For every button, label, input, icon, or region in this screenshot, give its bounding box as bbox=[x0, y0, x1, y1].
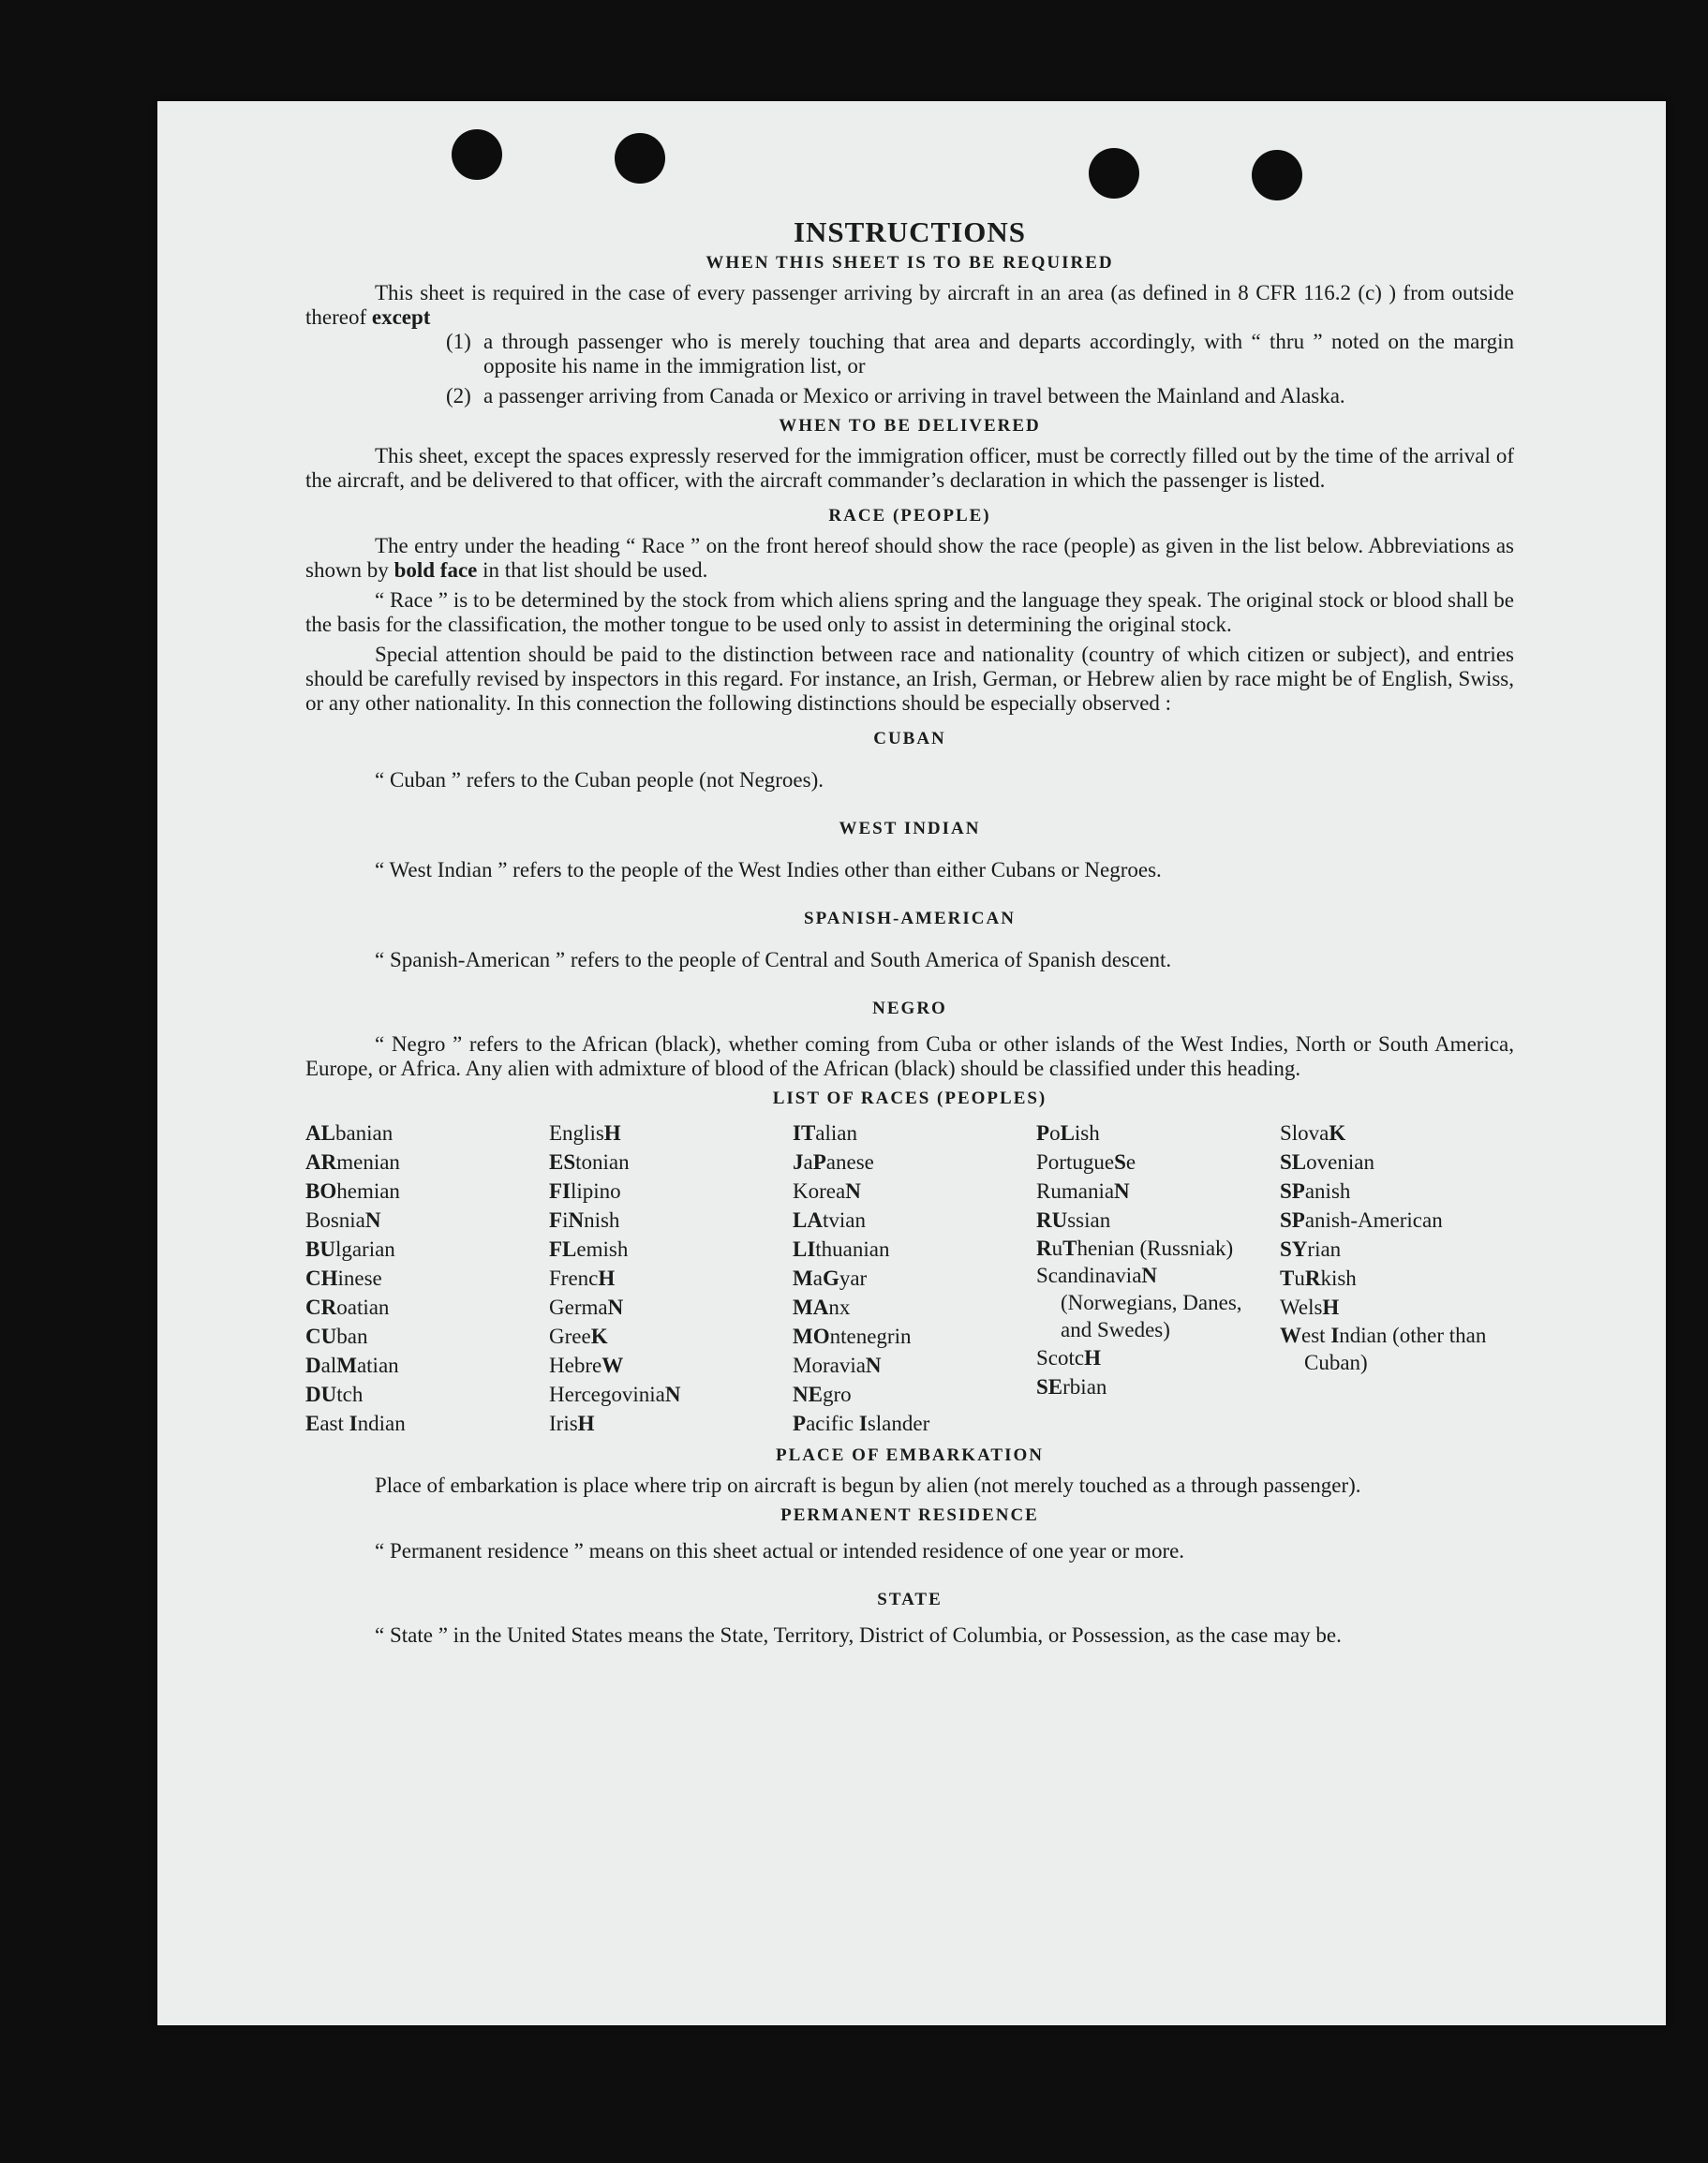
races-column bbox=[793, 1119, 1027, 1438]
race-paragraph-3: Special attention should be paid to the distinction between race and nationality (country of which citizen or subject), and entries should be carefully revised by inspectors in this regard. For instance, an Irish, German, or Hebrew alien by race might be of English, Swiss, or any other nationality. In this connection the following distinctions should be especially observed : bbox=[305, 643, 1514, 715]
west-indian-text: “ West Indian ” refers to the people of the West Indies other than either Cubans or Negroes. bbox=[375, 858, 1162, 881]
section-heading-cuban: CUBAN bbox=[873, 729, 946, 748]
delivered-text: This sheet, except the spaces expressly reserved for the immigration officer, must be correctly filled out by the time of the arrival of the aircraft, and be delivered to that officer, with the aircraft commander’s declaration in which the passenger is listed. bbox=[305, 444, 1514, 492]
race-entry: HercegoviniaN bbox=[549, 1383, 681, 1406]
race-entry: LIthuanian bbox=[793, 1237, 890, 1261]
race-entry: HebreW bbox=[549, 1354, 624, 1377]
race-entry: FrencH bbox=[549, 1267, 616, 1290]
race-entry: FiNnish bbox=[549, 1208, 620, 1232]
race-entry: Pacific Islander bbox=[793, 1412, 930, 1435]
punch-hole bbox=[615, 133, 665, 184]
races-list bbox=[305, 1119, 1514, 1438]
race-entry: LAtvian bbox=[793, 1208, 866, 1232]
negro-text: “ Negro ” refers to the African (black), whether coming from Cuba or other islands of the West Indies, North or South America, Europe, or Africa. Any alien with admixture of blood of the African (black) should be classified under this heading. bbox=[305, 1032, 1514, 1080]
required-intro: This sheet is required in the case of every passenger arriving by aircraft in an area (as defined in 8 CFR 116.2 (c) ) from outside thereof except bbox=[305, 281, 1514, 329]
section-heading-spanish-american: SPANISH-AMERICAN bbox=[804, 909, 1016, 928]
cuban-text: “ Cuban ” refers to the Cuban people (not Negroes). bbox=[375, 768, 824, 792]
race-entry: FLemish bbox=[549, 1237, 629, 1261]
race-entry: KoreaN bbox=[793, 1179, 861, 1203]
exception-item: (1) a through passenger who is merely touching that area and departs accordingly, with “ thru ” noted on the margin opposite his name in the immigration list, or bbox=[446, 330, 1514, 378]
residence-text: “ Permanent residence ” means on this sheet actual or intended residence of one year or more. bbox=[375, 1539, 1185, 1563]
race-entry: SErbian bbox=[1036, 1375, 1107, 1399]
race-entry: DUtch bbox=[305, 1383, 364, 1406]
section-heading-residence: PERMANENT RESIDENCE bbox=[780, 1505, 1039, 1525]
punch-hole bbox=[1089, 148, 1139, 199]
race-entry: EnglisH bbox=[549, 1121, 621, 1145]
race-entry: MOntenegrin bbox=[793, 1325, 912, 1348]
race-entry: CRoatian bbox=[305, 1296, 390, 1319]
race-entry: SPanish-American bbox=[1280, 1208, 1443, 1232]
exception-item: (2) a passenger arriving from Canada or Mexico or arriving in travel between the Mainland and Alaska. bbox=[446, 384, 1345, 407]
race-entry: GermaN bbox=[549, 1296, 624, 1319]
race-entry: ScotcH bbox=[1036, 1346, 1101, 1370]
race-entry: PoLish bbox=[1036, 1121, 1100, 1145]
race-entry: BOhemian bbox=[305, 1179, 400, 1203]
race-entry: CUban bbox=[305, 1325, 368, 1348]
section-heading-race: RACE (PEOPLE) bbox=[828, 506, 991, 526]
race-entry: GreeK bbox=[549, 1325, 608, 1348]
race-entry: EStonian bbox=[549, 1150, 630, 1174]
race-entry: RumaniaN bbox=[1036, 1179, 1130, 1203]
embarkation-text: Place of embarkation is place where trip on aircraft is begun by alien (not merely touched as a through passenger). bbox=[375, 1474, 1361, 1497]
race-entry: MoraviaN bbox=[793, 1354, 882, 1377]
race-entry: West Indian (other than Cuban) bbox=[1280, 1324, 1487, 1374]
race-entry: ALbanian bbox=[305, 1121, 394, 1145]
race-entry: RUssian bbox=[1036, 1208, 1111, 1232]
races-column bbox=[549, 1119, 783, 1438]
race-entry: PortugueSe bbox=[1036, 1150, 1136, 1174]
section-heading-required: WHEN THIS SHEET IS TO BE REQUIRED bbox=[705, 253, 1114, 273]
races-column bbox=[305, 1119, 540, 1438]
state-text: “ State ” in the United States means the State, Territory, District of Columbia, or Possession, as the case may be. bbox=[375, 1623, 1342, 1647]
race-entry: ARmenian bbox=[305, 1150, 400, 1174]
section-heading-state: STATE bbox=[877, 1590, 943, 1609]
race-entry: WelsH bbox=[1280, 1296, 1340, 1319]
races-column bbox=[1036, 1119, 1270, 1438]
section-heading-list-of-races: LIST OF RACES (PEOPLES) bbox=[772, 1089, 1047, 1108]
race-entry: SYrian bbox=[1280, 1237, 1342, 1261]
race-entry: MaGyar bbox=[793, 1267, 868, 1290]
section-heading-embarkation: PLACE OF EMBARKATION bbox=[776, 1445, 1044, 1465]
race-entry: SLovenian bbox=[1280, 1150, 1374, 1174]
race-entry: SlovaK bbox=[1280, 1121, 1346, 1145]
race-paragraph-1: The entry under the heading “ Race ” on the front hereof should show the race (people) as given in the list below. Abbreviations as shown by bold face in that list should be used. bbox=[305, 534, 1514, 582]
instructions-content bbox=[305, 214, 1514, 1648]
race-entry: BUlgarian bbox=[305, 1237, 395, 1261]
punch-hole bbox=[1252, 150, 1302, 200]
race-entry: NEgro bbox=[793, 1383, 852, 1406]
document-sheet bbox=[157, 101, 1666, 2025]
spanish-american-text: “ Spanish-American ” refers to the people of Central and South America of Spanish descent. bbox=[375, 948, 1172, 971]
race-entry: JaPanese bbox=[793, 1150, 874, 1174]
race-entry: IrisH bbox=[549, 1412, 595, 1435]
race-entry: RuThenian (Russniak) bbox=[1036, 1237, 1234, 1260]
race-entry: MAnx bbox=[793, 1296, 851, 1319]
race-entry: CHinese bbox=[305, 1267, 382, 1290]
race-entry: SPanish bbox=[1280, 1179, 1351, 1203]
race-entry: DalMatian bbox=[305, 1354, 399, 1377]
race-entry: BosniaN bbox=[305, 1208, 381, 1232]
page-title: INSTRUCTIONS bbox=[793, 215, 1026, 248]
race-entry: ITalian bbox=[793, 1121, 857, 1145]
section-heading-west-indian: WEST INDIAN bbox=[839, 819, 981, 838]
punch-hole bbox=[452, 129, 502, 180]
race-paragraph-2: “ Race ” is to be determined by the stock from which aliens spring and the language they speak. The original stock or blood shall be the basis for the classification, the mother tongue to be used only to assist in determining the original stock. bbox=[305, 588, 1514, 636]
race-entry: ScandinaviaN (Norwegians, Danes, and Swedes) bbox=[1036, 1264, 1242, 1341]
section-heading-delivered: WHEN TO BE DELIVERED bbox=[779, 416, 1041, 436]
races-column bbox=[1280, 1119, 1514, 1438]
race-entry: TuRkish bbox=[1280, 1267, 1357, 1290]
race-entry: East Indian bbox=[305, 1412, 406, 1435]
race-entry: FIlipino bbox=[549, 1179, 621, 1203]
section-heading-negro: NEGRO bbox=[872, 999, 947, 1018]
